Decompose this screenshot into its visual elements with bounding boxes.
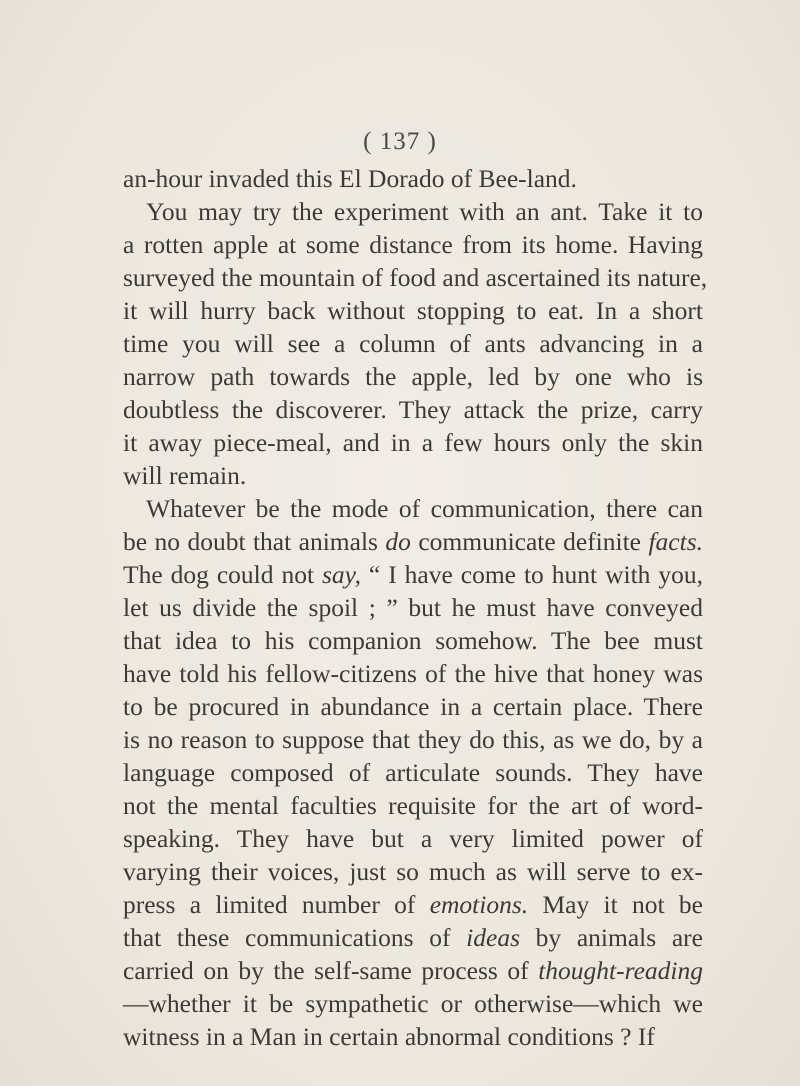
text-segment: it away piece-meal, and in a few hours only the skin	[123, 428, 703, 457]
text-line	[123, 426, 703, 459]
text-line	[123, 393, 703, 426]
paragraph	[123, 492, 703, 1053]
text-line	[123, 624, 703, 657]
italic-text: ideas	[466, 923, 520, 952]
text-segment: press a limited number of	[123, 890, 430, 919]
text-segment: —whether it be sympathetic or otherwise—which we	[123, 989, 703, 1018]
text-segment: have told his fellow-citizens of the hive that honey was	[123, 659, 703, 688]
text-segment: “ I have come to hunt with you,	[360, 560, 703, 589]
text-segment: communicate definite	[410, 527, 649, 556]
text-segment: varying their voices, just so much as will serve to ex-	[123, 857, 703, 886]
italic-text: emotions.	[429, 890, 529, 919]
text-line	[123, 228, 703, 261]
italic-text: facts.	[648, 527, 703, 556]
text-segment: by animals are	[520, 923, 703, 952]
text-line	[123, 921, 703, 954]
italic-text: say,	[322, 560, 361, 589]
text-line	[123, 954, 703, 987]
text-segment: an-hour invaded this El Dorado of Bee-land.	[123, 164, 577, 193]
text-line	[123, 723, 703, 756]
text-line	[123, 822, 703, 855]
body-text	[123, 162, 708, 1053]
text-segment: let us divide the spoil ; ” but he must have conveyed	[123, 593, 703, 622]
text-line	[123, 492, 703, 525]
text-line	[123, 888, 703, 921]
text-line	[123, 261, 708, 294]
paragraph	[123, 162, 703, 195]
text-line	[123, 558, 703, 591]
text-line	[123, 591, 703, 624]
text-line	[123, 690, 703, 723]
text-segment: is no reason to suppose that they do this, as we do, by a	[123, 725, 703, 754]
text-segment: narrow path towards the apple, led by one who is	[123, 362, 703, 391]
italic-text: thought-reading	[538, 956, 703, 985]
text-line	[123, 459, 703, 492]
text-segment: surveyed the mountain of food and ascertained its nature,	[123, 263, 708, 292]
text-segment: language composed of articulate sounds. They have	[123, 758, 703, 787]
italic-text: do	[385, 527, 411, 556]
text-line	[123, 1020, 703, 1053]
text-segment: not the mental faculties requisite for the art of word-	[123, 791, 703, 820]
text-line	[123, 789, 703, 822]
text-segment: will remain.	[123, 461, 247, 490]
text-segment: May it not be	[528, 890, 703, 919]
text-line	[123, 987, 703, 1020]
text-segment: time you will see a column of ants advancing in a	[123, 329, 703, 358]
text-segment: it will hurry back without stopping to eat. In a short	[123, 296, 703, 325]
text-segment: speaking. They have but a very limited power of	[123, 824, 703, 853]
text-segment: witness in a Man in certain abnormal conditions ? If	[123, 1022, 655, 1051]
text-segment: that idea to his companion somehow. The bee must	[123, 626, 703, 655]
text-segment: that these communications of	[123, 923, 467, 952]
text-line	[123, 294, 703, 327]
page-number: ( 137 )	[363, 128, 437, 155]
text-line	[123, 525, 703, 558]
text-segment: carried on by the self-same process of	[123, 956, 539, 985]
paragraph	[123, 195, 708, 492]
text-segment: Whatever be the mode of communication, there can	[146, 494, 703, 523]
text-segment: You may try the experiment with an ant. Take it to	[146, 197, 703, 226]
text-line	[123, 657, 703, 690]
text-line	[123, 360, 703, 393]
text-segment: doubtless the discoverer. They attack the prize, carry	[123, 395, 703, 424]
text-segment: a rotten apple at some distance from its home. Having	[123, 230, 703, 259]
text-line	[123, 162, 703, 195]
text-line	[123, 756, 703, 789]
text-line	[123, 195, 703, 228]
text-segment: be no doubt that animals	[123, 527, 386, 556]
text-line	[123, 327, 703, 360]
text-line	[123, 855, 703, 888]
text-segment: to be procured in abundance in a certain place. There	[123, 692, 703, 721]
text-segment: The dog could not	[123, 560, 322, 589]
